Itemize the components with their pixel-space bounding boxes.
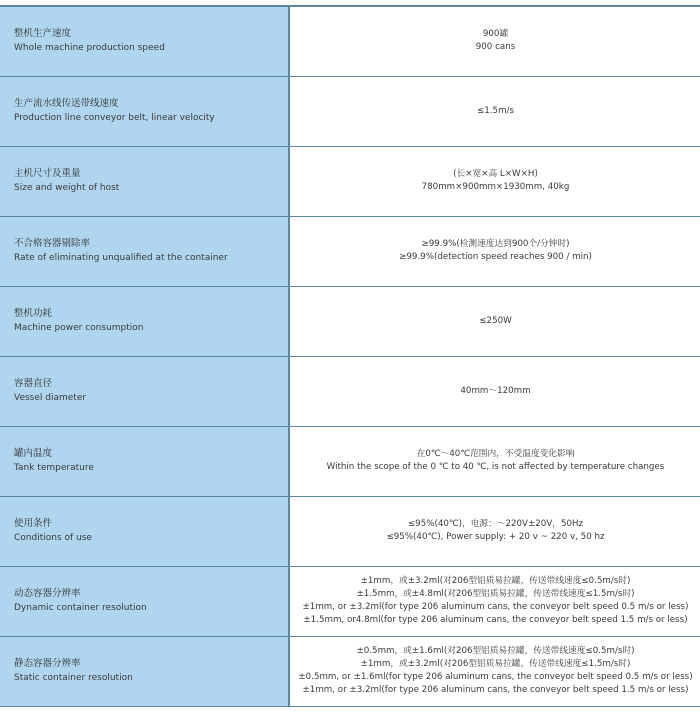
row-value-cell bbox=[289, 286, 700, 356]
row-value-line: 在0℃～40℃范围内，不受温度变化影响 bbox=[416, 449, 575, 459]
row-label-zh: 容器直径 bbox=[14, 378, 53, 389]
row-label-en: Whole machine production speed bbox=[14, 43, 165, 54]
row-label-en: Machine power consumption bbox=[14, 323, 144, 333]
row-value-line: (长×宽×高 L×W×H) bbox=[453, 169, 538, 179]
row-value-line: ±1mm，或±3.2ml(对206型铝质易拉罐，传送带线速度≤0.5m/s时) bbox=[360, 576, 631, 586]
row-label-cell bbox=[0, 146, 289, 216]
table-row bbox=[0, 496, 700, 566]
row-label-en: Tank temperature bbox=[14, 463, 94, 473]
row-value-cell bbox=[289, 356, 700, 426]
row-value-cell bbox=[289, 636, 700, 706]
row-label-en: Conditions of use bbox=[14, 533, 92, 543]
table-row bbox=[0, 636, 700, 706]
row-label-cell bbox=[0, 636, 289, 706]
row-label-zh: 整机生产速度 bbox=[14, 28, 72, 40]
row-value-line: 40mm～120mm bbox=[460, 385, 531, 396]
row-label-cell bbox=[0, 426, 289, 496]
row-label-zh: 生产流水线传送带线速度 bbox=[14, 98, 119, 109]
row-label-en: Rate of eliminating unqualified at the container bbox=[14, 253, 228, 263]
row-value-cell bbox=[289, 216, 700, 286]
row-value-line: ±0.5mm, or ±1.6ml(for type 206 aluminum cans, the conveyor belt speed 0.5 m/s or less) bbox=[298, 672, 693, 682]
table-row bbox=[0, 6, 700, 76]
row-value-line: Within the scope of the 0 ℃ to 40 ℃, is not affected by temperature changes bbox=[326, 462, 665, 472]
row-value-line: ≤250W bbox=[479, 315, 512, 326]
table-row bbox=[0, 216, 700, 286]
row-value-line: ≥99.9%(detection speed reaches 900 / min) bbox=[399, 252, 592, 262]
row-value-cell bbox=[289, 426, 700, 496]
row-label-cell bbox=[0, 356, 289, 426]
table-row bbox=[0, 146, 700, 216]
row-label-zh: 主机尺寸及重量 bbox=[14, 168, 81, 179]
spec-table bbox=[0, 5, 700, 707]
row-label-en: Vessel diameter bbox=[14, 393, 87, 403]
row-label-zh: 罐内温度 bbox=[14, 448, 53, 459]
table-row bbox=[0, 286, 700, 356]
row-value-cell bbox=[289, 6, 700, 76]
row-value-cell bbox=[289, 566, 700, 636]
row-value-line: ≥99.9%(检测速度达到900个/分钟时) bbox=[421, 239, 570, 249]
row-value-line: ±1.5mm, or4.8ml(for type 206 aluminum cans, the conveyor belt speed 1.5 m/s or less) bbox=[303, 615, 688, 625]
row-label-zh: 使用条件 bbox=[14, 518, 53, 529]
row-label-cell bbox=[0, 496, 289, 566]
row-value-line: ±1mm，或±3.2ml(对206型铝质易拉罐，传送带线速度≤1.5m/s时) bbox=[360, 659, 631, 669]
row-value-cell bbox=[289, 146, 700, 216]
row-label-cell bbox=[0, 76, 289, 146]
row-label-zh: 不合格容器剔除率 bbox=[14, 238, 91, 249]
row-value-line: ±1mm, or ±3.2ml(for type 206 aluminum cans, the conveyor belt speed 1.5 m/s or less) bbox=[302, 685, 689, 695]
row-value-line: ±1mm, or ±3.2ml(for type 206 aluminum cans, the conveyor belt speed 0.5 m/s or less) bbox=[302, 602, 689, 612]
row-value-cell bbox=[289, 496, 700, 566]
row-label-en: Dynamic container resolution bbox=[14, 603, 147, 613]
row-label-zh: 动态容器分辨率 bbox=[14, 588, 81, 599]
table-row bbox=[0, 76, 700, 146]
row-value-line: 780mm×900mm×1930mm, 40kg bbox=[421, 182, 570, 192]
row-label-en: Size and weight of host bbox=[14, 183, 120, 193]
row-label-cell bbox=[0, 6, 289, 76]
row-value-line: ≤95%(40℃), Power supply: + 20 v ~ 220 v, 50 hz bbox=[386, 532, 605, 542]
row-value-cell bbox=[289, 76, 700, 146]
row-label-cell bbox=[0, 286, 289, 356]
row-value-line: ≤1.5m/s bbox=[476, 105, 514, 116]
row-label-en: Static container resolution bbox=[14, 673, 133, 683]
row-value-line: ≤95%(40℃)，电源：～220V±20V，50Hz bbox=[407, 519, 584, 529]
table-row bbox=[0, 356, 700, 426]
row-label-en: Production line conveyor belt, linear velocity bbox=[14, 113, 215, 123]
row-value-line: ±0.5mm，或±1.6ml(对206型铝质易拉罐，传送带线速度≤0.5m/s时) bbox=[356, 646, 635, 656]
table-row bbox=[0, 566, 700, 636]
row-label-zh: 整机功耗 bbox=[14, 308, 53, 319]
row-label-cell bbox=[0, 216, 289, 286]
row-value-line: 900 cans bbox=[475, 42, 516, 53]
row-value-line: 900罐 bbox=[482, 29, 509, 40]
row-label-zh: 静态容器分辨率 bbox=[14, 658, 81, 669]
row-label-cell bbox=[0, 566, 289, 636]
row-value-line: ±1.5mm，或±4.8ml(对206型铝质易拉罐，传送带线速度≤1.5m/s时) bbox=[356, 589, 635, 599]
table-row bbox=[0, 426, 700, 496]
